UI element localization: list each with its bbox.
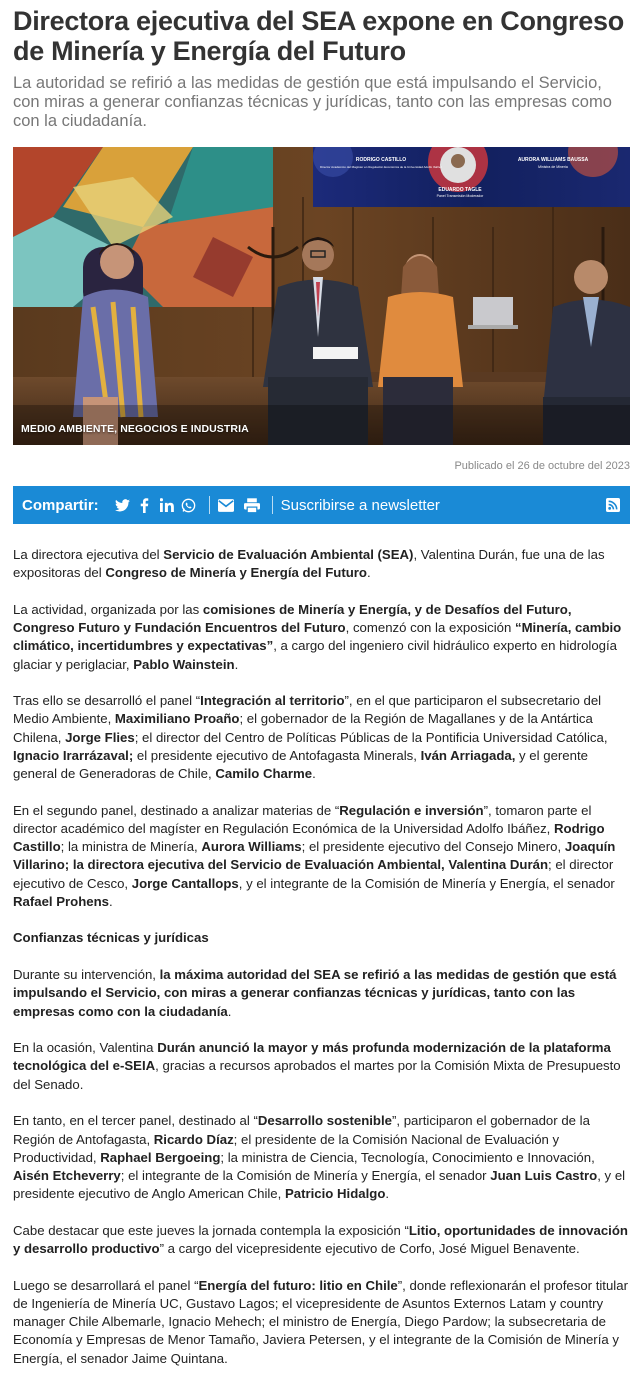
paragraph: La directora ejecutiva del Servicio de Evaluación Ambiental (SEA), Valentina Durán, fue una de las expositoras del Congreso de Minería y Energía del Futuro. [13, 547, 605, 581]
section-subtitle: Confianzas técnicas y jurídicas [13, 930, 209, 946]
email-icon[interactable] [218, 497, 234, 513]
share-bar [13, 486, 630, 524]
published-date: Publicado el 26 de octubre del 2023 [454, 460, 630, 472]
share-label: Compartir: [22, 496, 99, 514]
print-icon[interactable] [244, 497, 260, 513]
paragraph: Durante su intervención, la máxima autoridad del SEA se refirió a las medidas de gestión que está impulsando el Servicio, con miras a generar confianzas técnicas y jurídicas, tanto con las empresas como con la ciudadanía. [13, 967, 617, 1019]
screen-name-3: AURORA WILLIAMS BAUSSA [517, 157, 589, 163]
article [13, 0, 630, 1386]
paragraph: En tanto, en el tercer panel, destinado al “Desarrollo sostenible”, participaron el gobernador de la Región de Antofagasta, Ricardo Díaz; el presidente de la Comisión Nacional de Evaluación y Productividad, Raphael Bergoeing; la ministra de Ciencia, Tecnología, Conocimiento e Innovación, Aisén Etcheverry; el integrante de la Comisión de Minería y Energía, el senador Juan Luis Castro, y el presidente ejecutivo de Anglo American Chile, Patricio Hidalgo. [13, 1113, 626, 1202]
hero-image [13, 147, 630, 445]
paragraph: En el segundo panel, destinado a analizar materias de “Regulación e inversión”, tomaron parte el director académico del magíster en Regulación Económica de la Universidad Adolfo Ibáñez, Rodrigo Castillo; la ministra de Minería, Aurora Williams; el presidente ejecutivo del Consejo Minero, Joaquín Villarino; la directora ejecutiva del Servicio de Evaluación Ambiental, Valentina Durán; el director ejecutivo de Cesco, Jorge Cantallops, y el integrante de la Comisión de Minería y Energía, el senador Rafael Prohens. [13, 802, 616, 909]
paragraph: Tras ello se desarrolló el panel “Integración al territorio”, en el que participaron el subsecretario del Medio Ambiente, Maximiliano Proaño; el gobernador de la Región de Magallanes y de la Antártica Chilena, Jorge Flies; el director del Centro de Políticas Públicas de la Pontificia Universidad Católica, Ignacio Irarrázaval; el presidente ejecutivo de Antofagasta Minerals, Iván Arriagada, y el gerente general de Generadoras de Chile, Camilo Charme. [13, 693, 608, 782]
screen-role-3: Ministra de Minería [538, 165, 568, 169]
paragraph: En la ocasión, Valentina Durán anunció la mayor y más profunda modernización de la plataforma tecnológica del e-SEIA, gracias a recursos aprobados el martes por la Comisión Mixta de Presupuesto del Senado. [13, 1040, 621, 1092]
article-categories[interactable]: MEDIO AMBIENTE, NEGOCIOS E INDUSTRIA [21, 423, 249, 435]
whatsapp-icon[interactable] [181, 497, 197, 513]
share-divider-2 [272, 496, 273, 514]
paragraph: La actividad, organizada por las comisiones de Minería y Energía, y de Desafíos del Futuro, Congreso Futuro y Fundación Encuentros del Futuro, comenzó con la exposición “Minería, cambio climático, incertidumbres y expectativas”, a cargo del ingeniero civil hidráulico experto en hidrología glaciar y periglaciar, Pablo Wainstein. [13, 601, 622, 672]
screen-role-2: Panel Transmisión Moderador [436, 194, 484, 198]
paragraph: Luego se desarrollará el panel “Energía del futuro: litio en Chile”, donde reflexionarán el profesor titular de Ingeniería de Minería UC, Gustavo Lagos; el vicepresidente de Asuntos Externos Latam y country manager Chile Albemarle, Ignacio Mehech; el ministro de Energía, Diego Pardow; la subsecretaria de Economía y Empresas de Menor Tamaño, Javiera Petersen, y el integrante de la Comisión de Minería y Energía, el senador Jaime Quintana. [13, 1277, 628, 1366]
screen-role-1: Director Académico del Magíster en Regulación Económica de la Universidad Adolfo Ibáñez [319, 165, 443, 169]
article-body [13, 546, 630, 1368]
linkedin-icon[interactable] [159, 497, 175, 513]
twitter-icon[interactable] [115, 497, 131, 513]
article-lead: La autoridad se refirió a las medidas de gestión que está impulsando el Servicio, con miras a generar confianzas técnicas y jurídicas, tanto con las empresas como con la ciudadanía. [13, 74, 612, 130]
facebook-icon[interactable] [137, 497, 153, 513]
screen-name-1: RODRIGO CASTILLO [355, 157, 407, 163]
share-divider [209, 496, 210, 514]
paragraph: Cabe destacar que este jueves la jornada contempla la exposición “Litio, oportunidades de innovación y desarrollo productivo” a cargo del vicepresidente ejecutivo de Corfo, José Miguel Benavente. [13, 1222, 628, 1257]
rss-icon[interactable] [605, 497, 621, 513]
stage-screen [313, 147, 630, 207]
hero-photo [13, 147, 630, 445]
article-title: Directora ejecutiva del SEA expone en Congreso de Minería y Energía del Futuro [13, 6, 624, 66]
newsletter-link[interactable]: Suscribirse a newsletter [280, 496, 440, 514]
screen-name-2: EDUARDO TAGLE [438, 187, 482, 193]
